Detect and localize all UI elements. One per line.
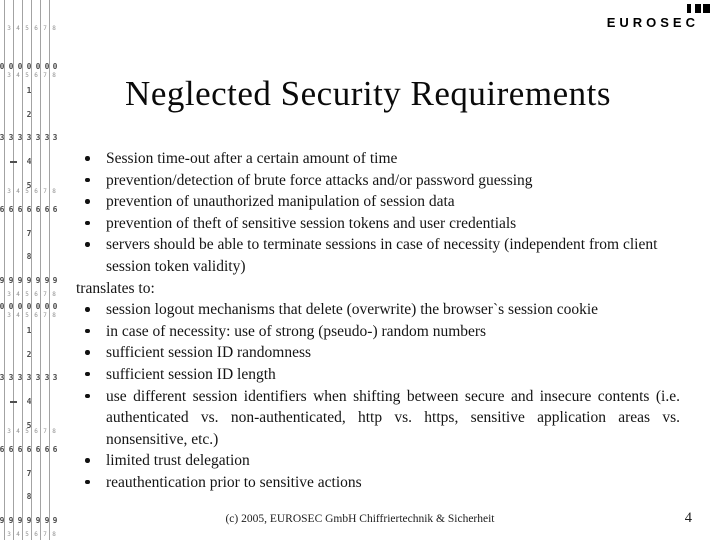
- ruler-digit: 9: [35, 276, 41, 286]
- ruler-digit: 4: [16, 531, 20, 538]
- bullet-item: limited trust delegation: [76, 450, 680, 472]
- ruler-digit: 6: [34, 428, 38, 435]
- ruler-line: [13, 0, 14, 540]
- ruler-digit: 0: [26, 62, 32, 71]
- bullet-item: prevention of unauthorized manipulation of session data: [76, 191, 680, 213]
- bullet-item: servers should be able to terminate sessions in case of necessity (independent from client session token validity): [76, 234, 680, 277]
- ruler-digit: 6: [17, 204, 23, 214]
- ruler-digit: 0: [44, 62, 50, 71]
- bullet-item: in case of necessity: use of strong (pseudo-) random numbers: [76, 321, 680, 343]
- bullet-item: prevention/detection of brute force attacks and/or password guessing: [76, 170, 680, 192]
- ruler-digit: 8: [52, 312, 56, 319]
- bullet-list: [76, 148, 680, 494]
- ruler-digit: 9: [44, 276, 50, 286]
- ruler-digit: 0: [35, 62, 41, 71]
- ruler-digit: 4: [16, 428, 20, 435]
- ruler-digit: 5: [26, 181, 32, 190]
- ruler-digit: 6: [0, 204, 5, 214]
- ruler-digit: 6: [34, 531, 38, 538]
- logo-text: EUROSEC: [606, 15, 699, 30]
- ruler-digit: 3: [35, 133, 41, 143]
- logo-marks-icon: [607, 4, 710, 13]
- ruler-digit: 5: [25, 428, 29, 435]
- bullet-item: reauthentication prior to sensitive actions: [76, 472, 680, 494]
- bullet-item: sufficient session ID length: [76, 364, 680, 386]
- ruler-digit: 6: [52, 204, 58, 214]
- ruler-digit: 3: [7, 25, 11, 32]
- ruler-digit: 3: [26, 133, 32, 143]
- ruler-digit: 7: [43, 312, 47, 319]
- ruler-digit: 8: [52, 531, 56, 538]
- ruler-digit: 3: [0, 133, 5, 143]
- ruler-digit: 9: [44, 516, 50, 526]
- ruler-digit: 4: [16, 291, 20, 298]
- ruler-digit: 3: [7, 428, 11, 435]
- ruler-digit: 6: [26, 444, 32, 454]
- ruler-digit: 7: [43, 428, 47, 435]
- ruler-digit: 6: [44, 444, 50, 454]
- ruler-digit: 7: [26, 228, 32, 238]
- ruler-digit: 0: [0, 302, 5, 311]
- ruler-digit: 0: [8, 62, 14, 71]
- ruler-digit: 0: [17, 62, 23, 71]
- bullet-item: use different session identifiers when shifting between secure and insecure contents (i.e. authenticated vs. non-authenticated, http vs. https, sensitive application areas vs. nonsensitive, etc.): [76, 386, 680, 451]
- ruler-digit: 7: [43, 188, 47, 195]
- ruler-digit: 6: [34, 291, 38, 298]
- ruler-digit: 8: [52, 25, 56, 32]
- ruler-digit: 9: [8, 276, 14, 286]
- ruler-digit: 8: [26, 252, 32, 262]
- ruler-digit: 6: [52, 444, 58, 454]
- ruler-digit: 6: [35, 204, 41, 214]
- ruler-digit: 0: [26, 302, 32, 311]
- ruler-digit: 5: [25, 291, 29, 298]
- slide-title: Neglected Security Requirements: [125, 74, 611, 113]
- ruler-digit: 7: [43, 25, 47, 32]
- ruler-digit: 6: [8, 204, 14, 214]
- page-number: 4: [684, 510, 692, 526]
- ruler-digit: 3: [7, 531, 11, 538]
- ruler-digit: 6: [17, 444, 23, 454]
- ruler-digit: 7: [26, 468, 32, 478]
- ruler-digit: 9: [52, 276, 58, 286]
- ruler-digit: 6: [34, 72, 38, 79]
- ruler-digit: 9: [8, 516, 14, 526]
- ruler-digit: 8: [52, 72, 56, 79]
- bullet-item: session logout mechanisms that delete (overwrite) the browser`s session cookie: [76, 299, 680, 321]
- bullet-item: prevention of theft of sensitive session tokens and user credentials: [76, 213, 680, 235]
- copyright: (c) 2005, EUROSEC GmbH Chiffriertechnik & Sicherheit: [225, 513, 495, 525]
- ruler-digit: 0: [52, 302, 58, 311]
- ruler-digit: 5: [25, 312, 29, 319]
- ruler-digit: 3: [8, 373, 14, 383]
- ruler-digit: 6: [44, 204, 50, 214]
- ruler-tick: [10, 401, 17, 403]
- ruler-digit: 4: [26, 157, 32, 167]
- ruler-digit: 9: [0, 276, 5, 286]
- ruler-digit: 5: [25, 188, 29, 195]
- ruler-tick: [10, 161, 17, 163]
- ruler-digit: 8: [26, 492, 32, 502]
- ruler-digit: 8: [52, 291, 56, 298]
- ruler-digit: 6: [34, 188, 38, 195]
- ruler-digit: 9: [26, 276, 32, 286]
- ruler-line: [4, 0, 5, 540]
- ruler-digit: 6: [8, 444, 14, 454]
- ruler-digit: 3: [0, 373, 5, 383]
- ruler-digit: 0: [35, 302, 41, 311]
- ruler-digit: 5: [25, 25, 29, 32]
- ruler-digit: 6: [35, 444, 41, 454]
- ruler-digit: 5: [25, 531, 29, 538]
- ruler-digit: 0: [44, 302, 50, 311]
- ruler-digit: 0: [52, 62, 58, 71]
- ruler-digit: 4: [16, 25, 20, 32]
- ruler-digit: 3: [7, 72, 11, 79]
- ruler-digit: 3: [17, 133, 23, 143]
- ruler-digit: 4: [16, 312, 20, 319]
- ruler-digit: 1: [26, 325, 32, 335]
- ruler-digit: 9: [0, 516, 5, 526]
- ruler-digit: 3: [17, 373, 23, 383]
- ruler-digit: 4: [26, 397, 32, 407]
- ruler-line: [31, 0, 32, 540]
- ruler-digit: 3: [35, 373, 41, 383]
- ruler-digit: 9: [17, 276, 23, 286]
- ruler-digit: 8: [52, 188, 56, 195]
- ruler-digit: 5: [25, 72, 29, 79]
- ruler-digit: 9: [52, 516, 58, 526]
- ruler-digit: 7: [43, 531, 47, 538]
- ruler-digit: 0: [0, 62, 5, 71]
- ruler-digit: 8: [52, 428, 56, 435]
- ruler-digit: 9: [35, 516, 41, 526]
- ruler-line: [22, 0, 23, 540]
- ruler-digit: 0: [17, 302, 23, 311]
- ruler-digit: 9: [26, 516, 32, 526]
- ruler-digit: 6: [0, 444, 5, 454]
- ruler-digit: 3: [7, 291, 11, 298]
- ruler-digit: 6: [34, 25, 38, 32]
- ruler-line: [40, 0, 41, 540]
- ruler-digit: 3: [44, 373, 50, 383]
- bullet-item: sufficient session ID randomness: [76, 342, 680, 364]
- ruler-digit: 3: [7, 312, 11, 319]
- ruler-digit: 3: [8, 133, 14, 143]
- ruler-digit: 3: [52, 373, 58, 383]
- ruler-digit: 4: [16, 188, 20, 195]
- ruler-digit: 9: [17, 516, 23, 526]
- text-line: translates to:: [76, 279, 155, 297]
- ruler-digit: 2: [26, 109, 32, 119]
- ruler-digit: 1: [26, 85, 32, 95]
- eurosec-logo: [607, 4, 710, 30]
- ruler-digit: 3: [44, 133, 50, 143]
- ruler-digit: 5: [26, 421, 32, 430]
- ruler-digit: 2: [26, 349, 32, 359]
- ruler-digit: 6: [34, 312, 38, 319]
- ruler-digit: 7: [43, 291, 47, 298]
- ruler-digit: 4: [16, 72, 20, 79]
- ruler-digit: 0: [8, 302, 14, 311]
- bullet-item: Session time-out after a certain amount of time: [76, 148, 680, 170]
- ruler-digit: 6: [26, 204, 32, 214]
- ruler-digit: 3: [26, 373, 32, 383]
- ruler-digit: 3: [7, 188, 11, 195]
- ruler-digit: 7: [43, 72, 47, 79]
- ruler-digit: 3: [52, 133, 58, 143]
